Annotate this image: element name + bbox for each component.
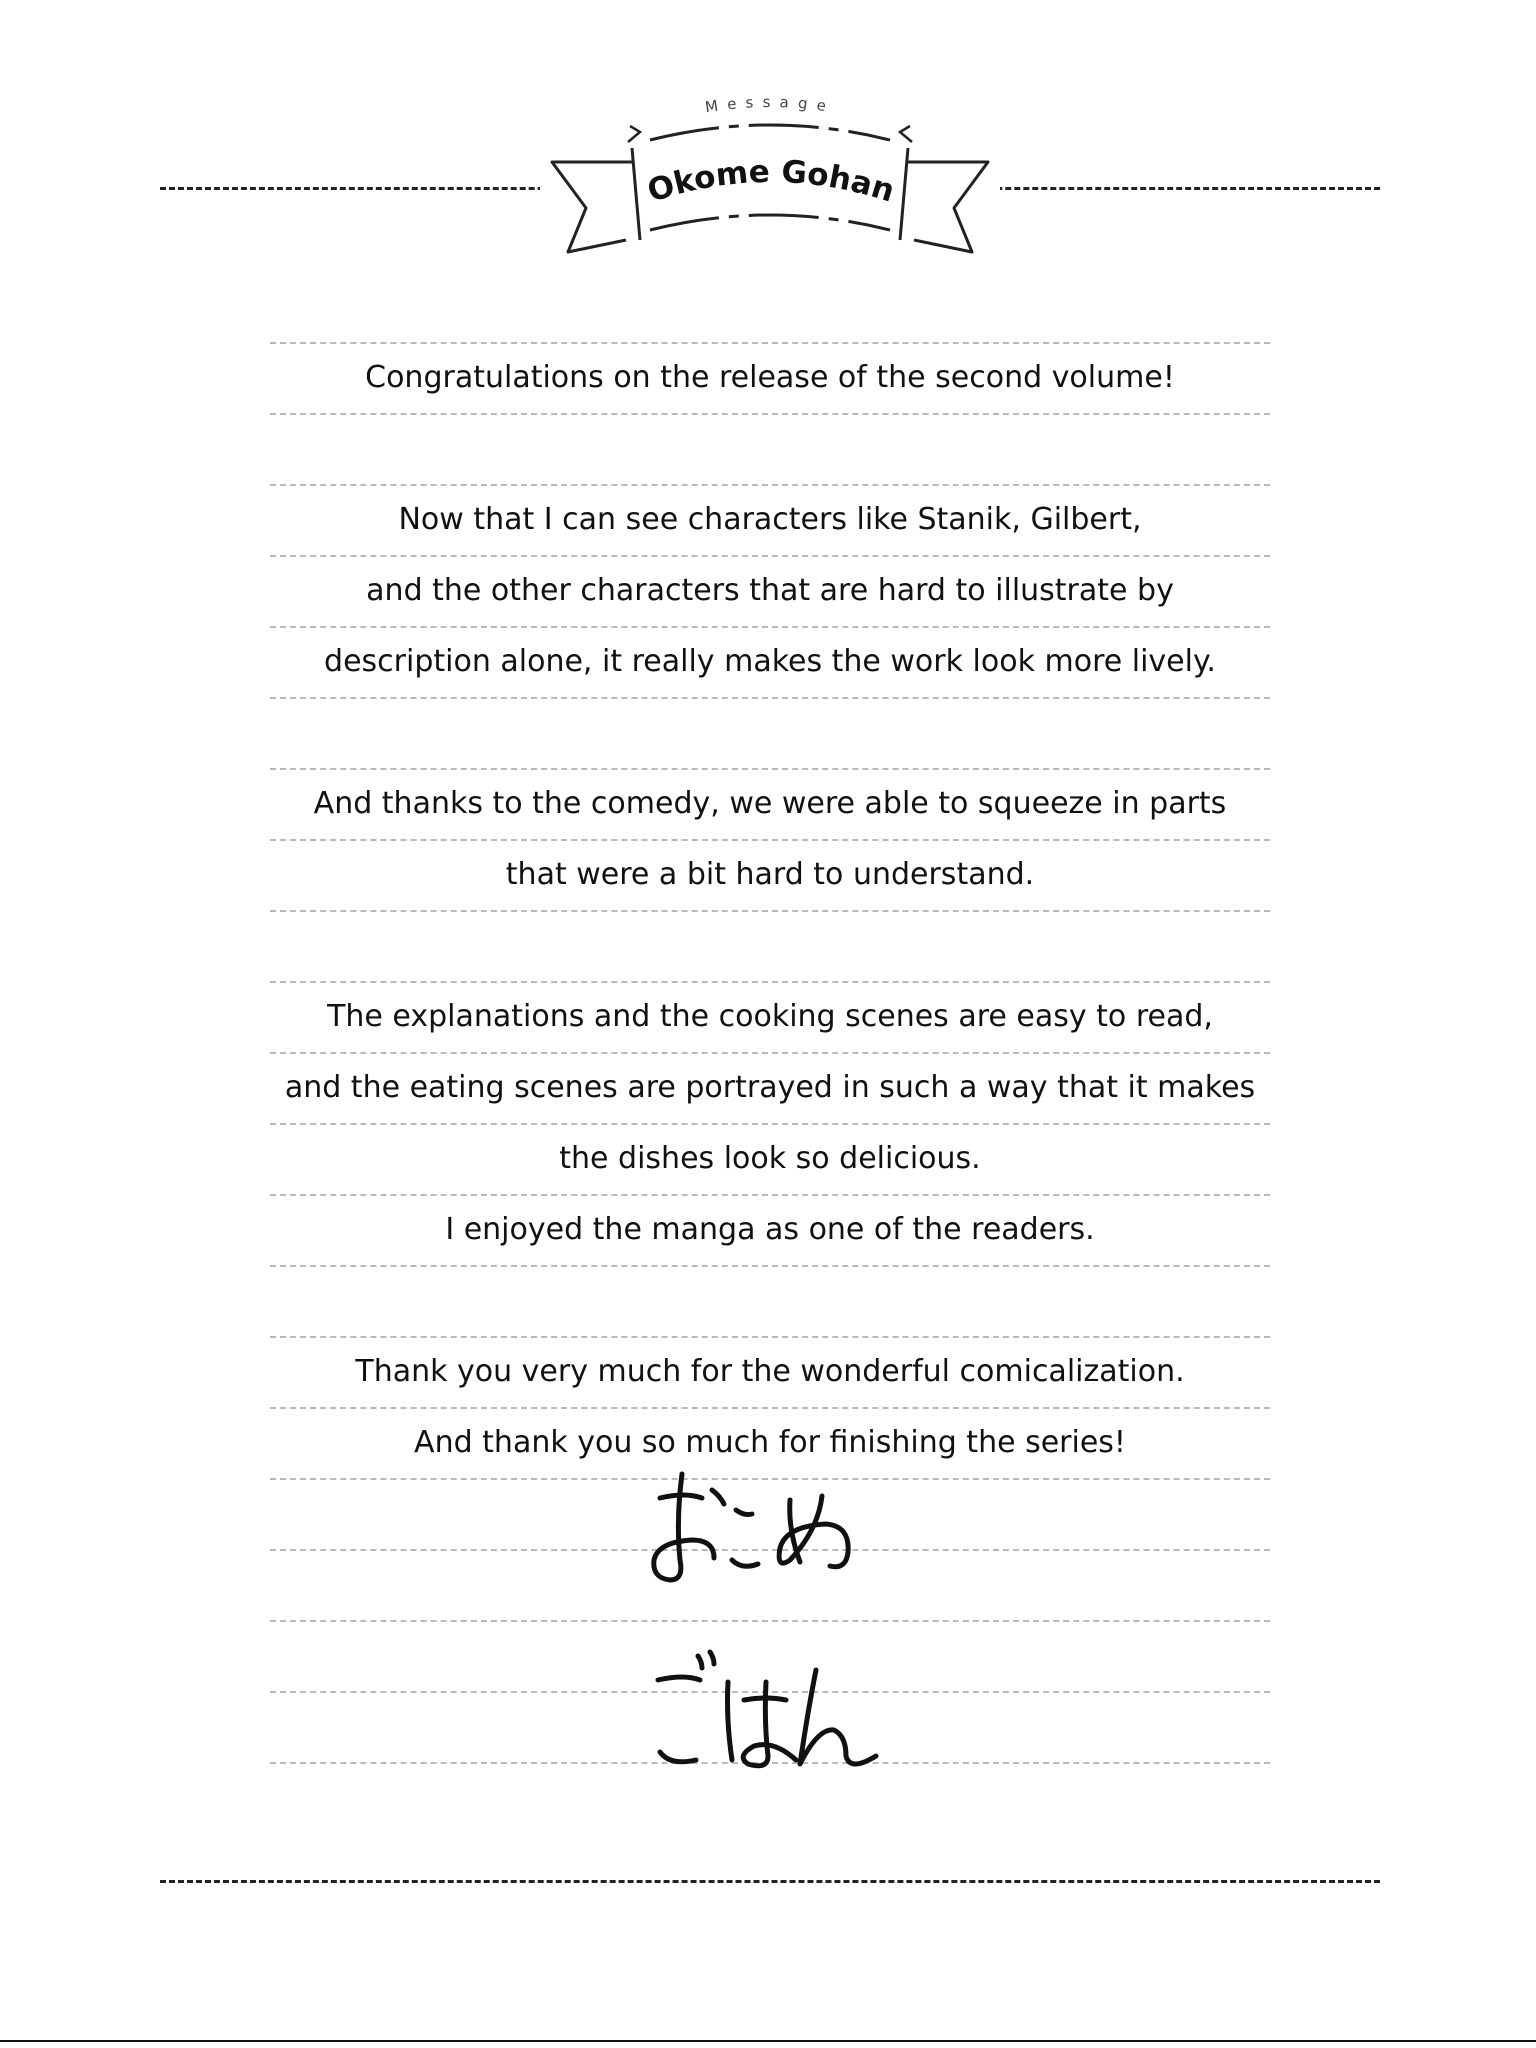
message-line: that were a bit hard to understand. (505, 857, 1035, 892)
message-line: And thank you so much for finishing the series! (414, 1425, 1126, 1460)
banner-frame (540, 90, 1000, 270)
signature-strokes (640, 1460, 900, 1820)
message-line: The explanations and the cooking scenes are easy to read, (327, 999, 1213, 1034)
message-banner (540, 90, 1000, 270)
message-line: I enjoyed the manga as one of the readers. (445, 1212, 1095, 1247)
message-line: and the eating scenes are portrayed in such a way that it makes (284, 1070, 1256, 1105)
banner-name: Okome Gohan (643, 153, 899, 210)
message-line: Congratulations on the release of the second volume! (365, 360, 1175, 395)
banner-label: Message (703, 92, 837, 117)
writing-rule (270, 697, 1270, 699)
message-line: the dishes look so delicious. (559, 1141, 981, 1176)
message-line: And thanks to the comedy, we were able to squeeze in parts (313, 786, 1227, 821)
handwritten-signature (640, 1460, 900, 1820)
message-line: description alone, it really makes the work look more lively. (324, 644, 1216, 679)
writing-rule (270, 413, 1270, 415)
message-line: Now that I can see characters like Stanik, Gilbert, (398, 502, 1142, 537)
message-line: Thank you very much for the wonderful comicalization. (355, 1354, 1185, 1389)
page-edge-line (0, 2040, 1536, 2042)
message-line: and the other characters that are hard to illustrate by (366, 573, 1174, 608)
writing-rule (270, 910, 1270, 912)
bottom-divider (160, 1880, 1380, 1883)
writing-rule (270, 1265, 1270, 1267)
